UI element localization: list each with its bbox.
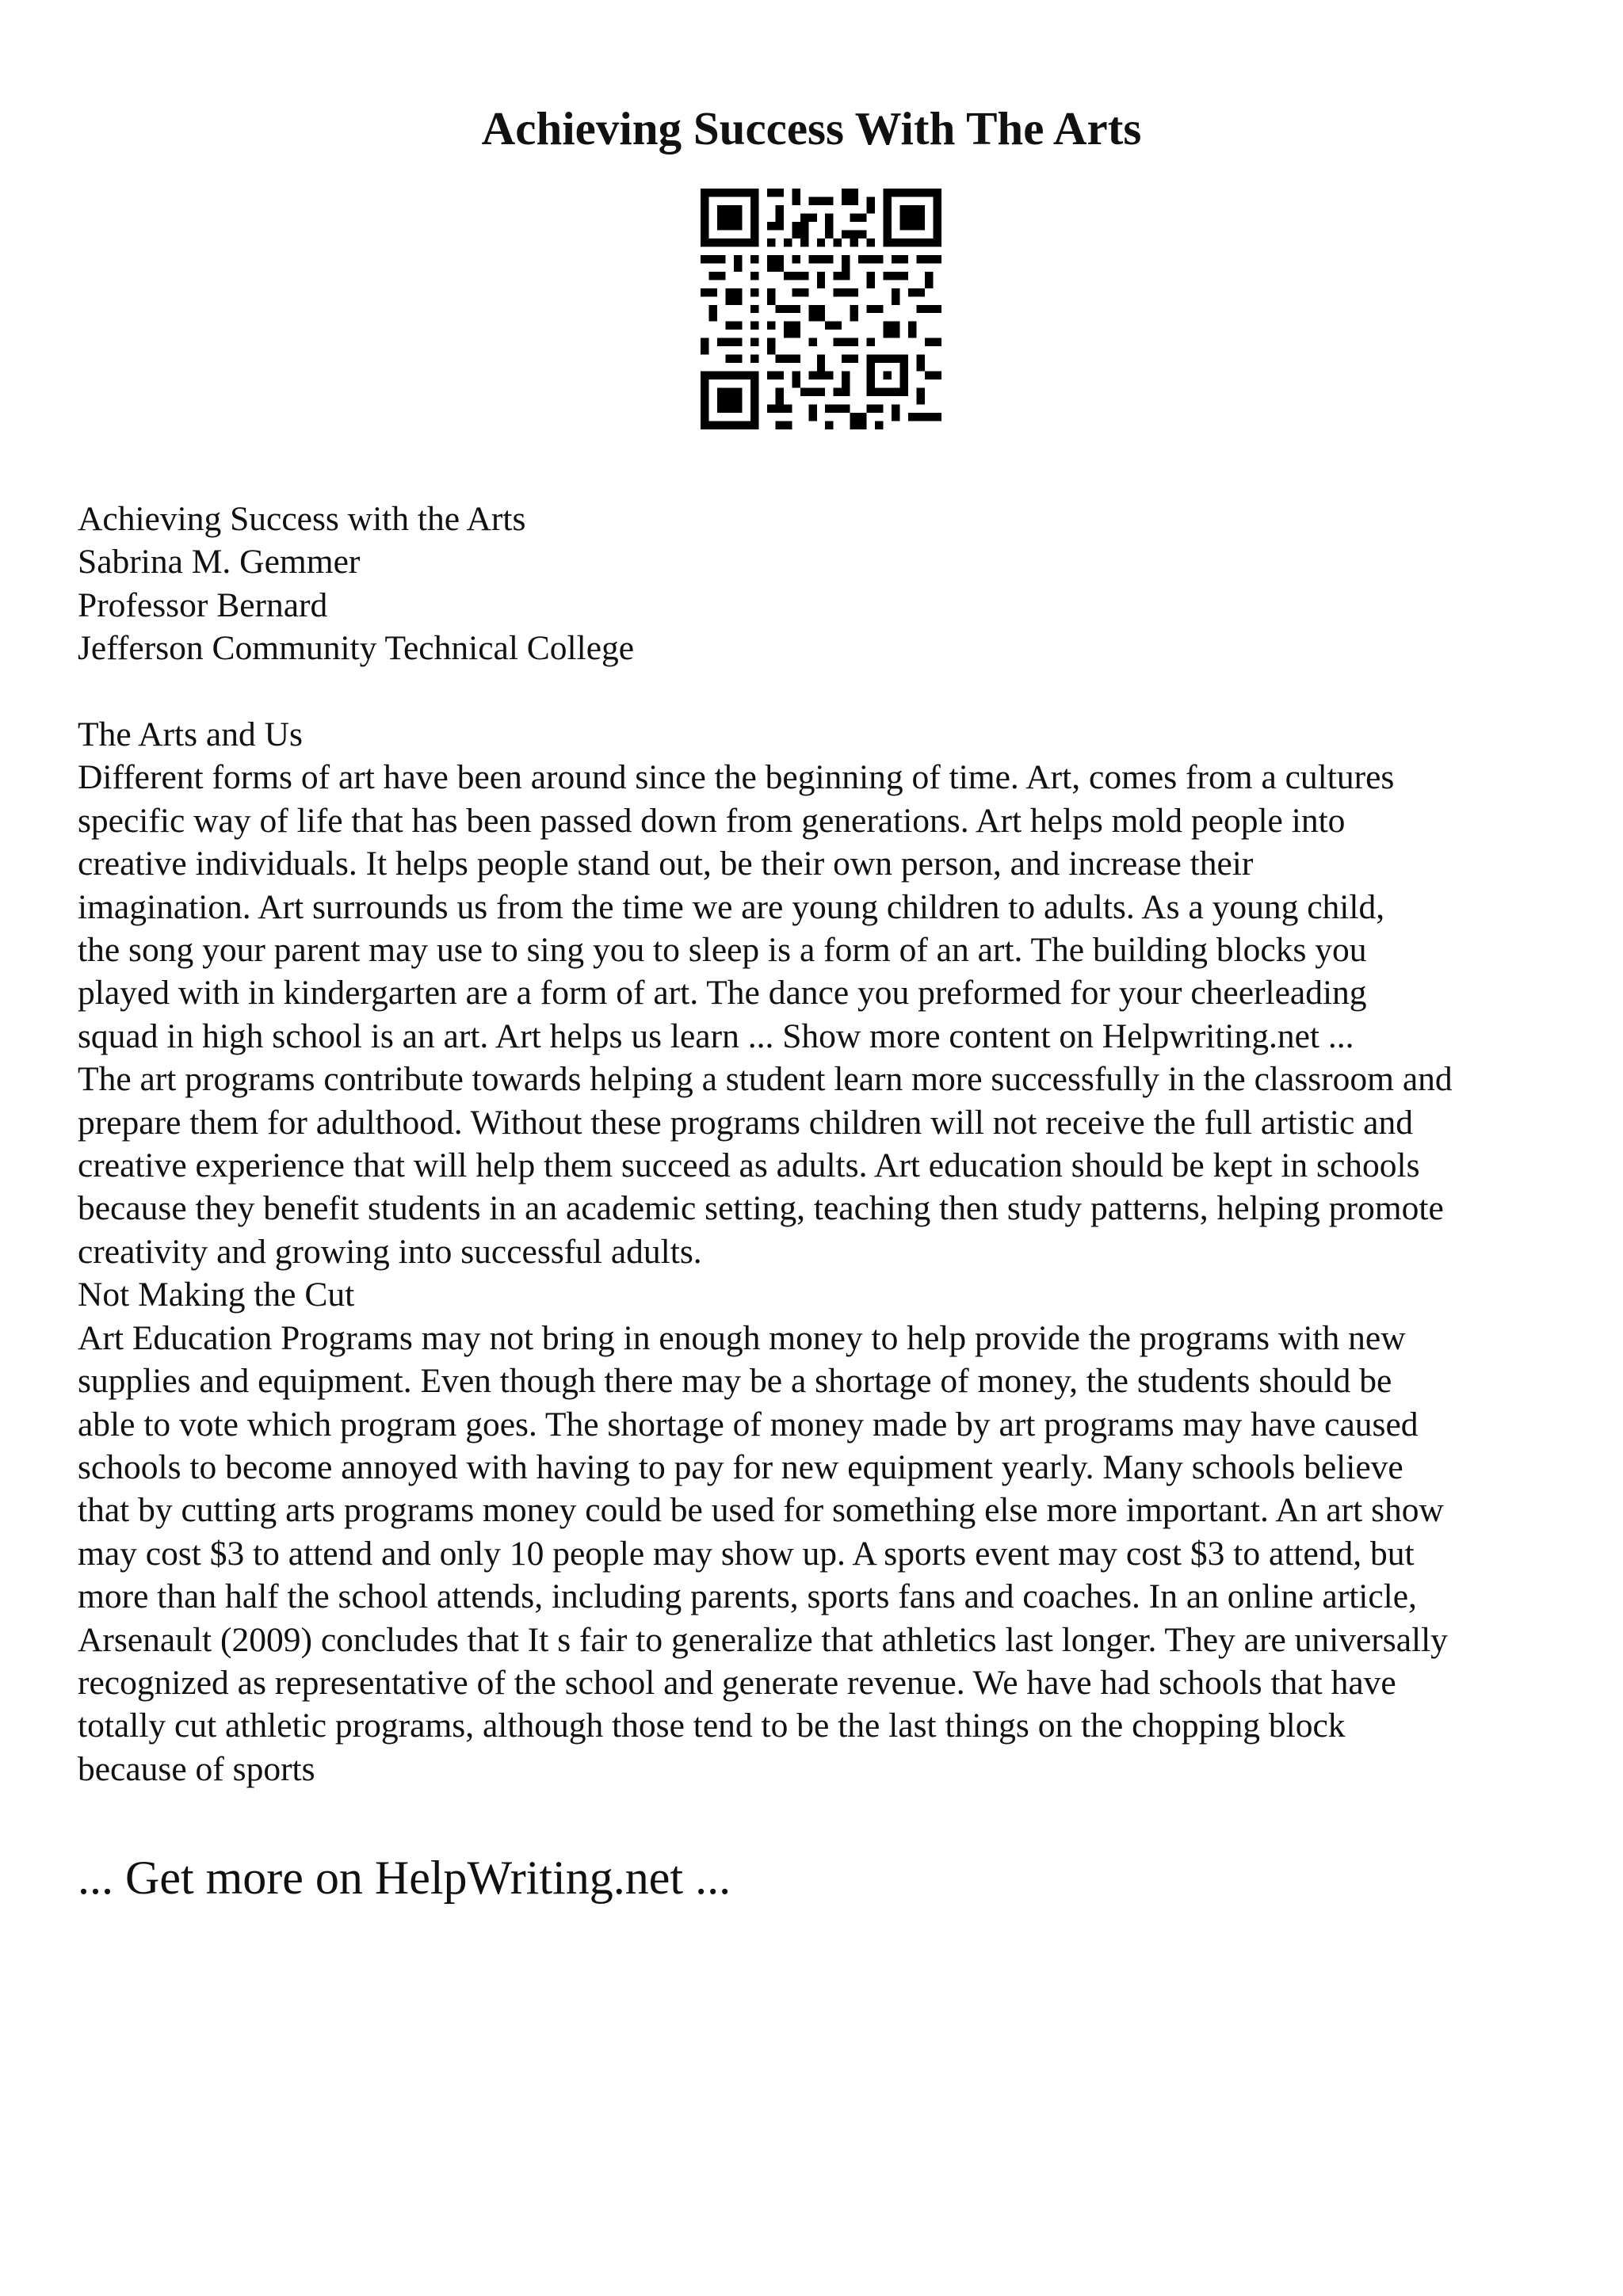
header-line: Jefferson Community Technical College (78, 629, 635, 668)
header-line: Sabrina M. Gemmer (78, 543, 361, 582)
header-block (78, 498, 1568, 670)
body-line: totally cut athletic programs, although those tend to be the last things on the chopping block (78, 1707, 1346, 1745)
body-line: schools to become annoyed with having to pay for new equipment yearly. Many schools believe (78, 1447, 1403, 1486)
spacer (78, 670, 1568, 713)
section-paragraph (78, 1317, 1568, 1791)
header-line: Professor Bernard (78, 585, 328, 624)
body-line: specific way of life that has been passed down from generations. Art helps mold people into (78, 801, 1346, 840)
body-line: the song your parent may use to sing you to sleep is a form of an art. The building blocks you (78, 931, 1367, 970)
body-line: imagination. Art surrounds us from the time we are young children to adults. As a young child, (78, 887, 1385, 926)
header-line: Achieving Success with the Arts (78, 500, 526, 538)
qr-code-icon (701, 189, 941, 429)
body-line: played with in kindergarten are a form of art. The dance you preformed for your cheerleading (78, 974, 1367, 1013)
body-line: creative individuals. It helps people stand out, be their own person, and increase their (78, 845, 1254, 883)
section-paragraph (78, 756, 1568, 1273)
body-line: creativity and growing into successful adults. (78, 1232, 702, 1271)
body-line: prepare them for adulthood. Without these programs children will not receive the full artistic and (78, 1103, 1413, 1142)
body-line: that by cutting arts programs money could be used for something else more important. An art show (78, 1491, 1444, 1530)
body-line: because they benefit students in an academic setting, teaching then study patterns, helping promote (78, 1189, 1444, 1228)
body-line: Arsenault (2009) concludes that It s fair to generalize that athletics last longer. They are universally (78, 1620, 1448, 1659)
body-line: more than half the school attends, including parents, sports fans and coaches. In an online article, (78, 1577, 1417, 1616)
body-line: The art programs contribute towards helping a student learn more successfully in the classroom and (78, 1060, 1453, 1099)
body-line: Art Education Programs may not bring in enough money to help provide the programs with new (78, 1318, 1406, 1357)
body-line: recognized as representative of the school and generate revenue. We have had schools that have (78, 1663, 1396, 1702)
body-line: Different forms of art have been around since the beginning of time. Art, comes from a cultures (78, 758, 1395, 797)
body-line: squad in high school is an art. Art helps us learn ... Show more content on Helpwriting.net ... (78, 1016, 1354, 1055)
section-heading: The Arts and Us (78, 715, 303, 754)
body-line: able to vote which program goes. The shortage of money made by art programs may have caused (78, 1405, 1419, 1444)
body-line: may cost $3 to attend and only 10 people may show up. A sports event may cost $3 to attend, but (78, 1534, 1415, 1573)
section-heading: Not Making the Cut (78, 1276, 355, 1314)
document-body (78, 498, 1568, 1791)
get-more-link[interactable]: ... Get more on HelpWriting.net ... (78, 1852, 731, 1904)
body-line: because of sports (78, 1749, 315, 1788)
body-line: creative experience that will help them succeed as adults. Art education should be kept in schools (78, 1146, 1420, 1185)
document-title: Achieving Success With The Arts (481, 102, 1142, 154)
body-line: supplies and equipment. Even though there may be a shortage of money, the students should be (78, 1362, 1392, 1401)
